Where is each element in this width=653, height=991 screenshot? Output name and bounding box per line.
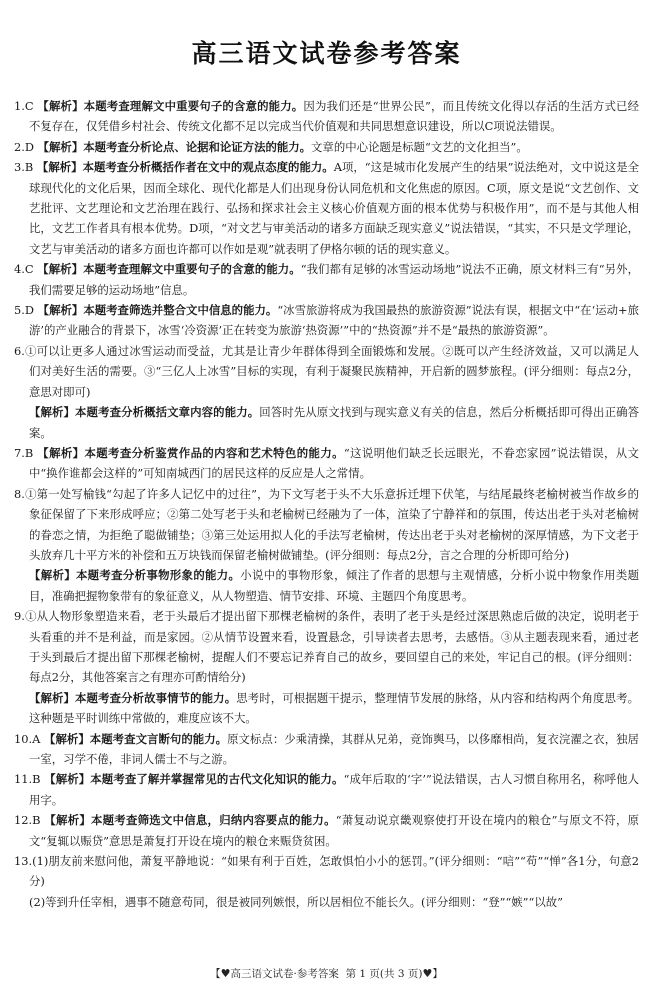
analysis-paragraph bbox=[14, 402, 639, 443]
answer-item bbox=[14, 300, 639, 341]
item-number: 6. bbox=[14, 343, 25, 358]
answer-item bbox=[14, 96, 639, 137]
item-text: ①可以让更多人通过冰雪运动而受益，尤其是让青少年群体得到全面锻炼和发展。②既可以产生经济效益，又可以满足人们对美好生活的需要。③“三亿人上冰雪”目标的实现，有利于凝聚民族精神，开启新的圆梦旅程。(评分细则：每点2分，意思对即可) bbox=[24, 343, 639, 399]
answer-item bbox=[14, 810, 639, 851]
item-number: 8. bbox=[14, 486, 25, 501]
analysis-paragraph bbox=[14, 565, 639, 606]
page-title: 高三语文试卷参考答案 bbox=[191, 39, 462, 68]
item-number: 13. bbox=[14, 854, 33, 869]
item-text: “萧复动说京畿观察使打开设在境内的粮仓”与原文不符，原文“复辄以赈贷”意思是萧复打开设在境内的粮仓来赈贷贫困。 bbox=[29, 813, 639, 848]
analysis-tag: 【解析】本题考查筛选并整合文中信息的能力。 bbox=[37, 303, 278, 318]
analysis-tag: 【解析】本题考查分析故事情节的能力。 bbox=[29, 690, 237, 705]
item-text: 文章的中心论题是标题“文艺的文化担当”。 bbox=[311, 139, 528, 154]
analysis-tag: 【解析】本题考查了解并掌握常见的古代文化知识的能力。 bbox=[44, 772, 344, 787]
analysis-tag: 【解析】本题考查分析概括文章内容的能力。 bbox=[29, 405, 260, 420]
item-text: ①从人物形象塑造来看，老于头最后才提出留下那棵老榆树的条件，表明了老于头是经过深思熟虑后做的决定，说明老于头看重的并不是利益，而是家园。②从情节设置来看，设置悬念，引导读者去思考，去感悟。③从主题表现来看，通过老于头到最后才提出留下那棵老榆树，提醒人们不要忘记养育自己的故乡，要回望自己的来处，牢记自己的根。(评分细则：每点2分，其他答案言之有理亦可酌情给分) bbox=[24, 609, 639, 685]
item-text: A项，“这是城市化发展产生的结果”说法绝对，文中说这是全球现代化的文化后果，因而全球化、现代化都是人们出现身份认同危机和文化焦虑的原因。C项，原文是说“文艺创作、文艺批评、文艺理论和文艺治理在践行、弘扬和探求社会主义核心价值观方面的根本优势与积极作用”，而不是与其他人相比，文艺工作者具有根本优势。D项，“对文艺与审美活动的诸多方面缺乏现实意义”说法错误，“其实，不只是文学理论，文艺与审美活动的诸多方面也许都可以作如是观”就表明了伊格尔顿的话的现实意义。 bbox=[29, 160, 639, 256]
answer-item bbox=[14, 443, 639, 484]
analysis-tag: 【解析】本题考查分析论点、论据和论证方法的能力。 bbox=[37, 139, 312, 154]
item-text: 回答时先从原文找到与现实意义有关的信息，然后分析概括即可得出正确答案。 bbox=[29, 405, 639, 440]
answer-item bbox=[14, 259, 639, 300]
answer-item bbox=[14, 137, 639, 157]
item-text: “成年后取的‘字’”说法错误，古人习惯自称用名，称呼他人用字。 bbox=[29, 772, 640, 807]
heart-icon: ♥ bbox=[422, 967, 433, 980]
analysis-tag: 【解析】本题考查分析事物形象的能力。 bbox=[29, 568, 241, 583]
item-number: 7.B bbox=[14, 445, 34, 460]
heart-icon: ♥ bbox=[220, 967, 231, 980]
answer-item bbox=[14, 851, 639, 892]
answer-item bbox=[14, 606, 639, 688]
item-text: (2)等到升任宰相，遇事不随意苟同，很是被同列嫉恨，所以居相位不能长久。(评分细则：“登”“嫉”“以故” bbox=[29, 894, 563, 909]
analysis-tag: 【解析】本题考查理解文中重要句子的含意的能力。 bbox=[37, 262, 301, 277]
analysis-tag: 【解析】本题考查文言断句的能力。 bbox=[44, 731, 228, 746]
item-text: “冰雪旅游将成为我国最热的旅游资源”说法有误，根据文中“在‘运动+旅游’的产业融合的背景下，冰雪‘冷资源’正在转变为旅游‘热资源’”中的“热资源”并不是“最热的旅游资源”。 bbox=[29, 303, 639, 338]
item-text: “我们都有足够的冰雪运动场地”说法不正确，原文材料三有“另外，我们需要足够的运动场地”信息。 bbox=[29, 262, 639, 297]
answer-subitem bbox=[14, 892, 639, 912]
item-number: 3.B bbox=[14, 160, 34, 175]
item-number: 10.A bbox=[14, 731, 41, 746]
item-number: 4.C bbox=[14, 262, 34, 277]
analysis-tag: 【解析】本题考查分析鉴赏作品的内容和艺术特色的能力。 bbox=[37, 445, 344, 460]
item-text: 原文标点：少乘清操，其群从兄弟，竞饰舆马，以侈靡相尚，复衣浣濯之衣，独居一室，习学不倦，非词人儒士不与之游。 bbox=[29, 731, 639, 766]
page-number: 第 1 页(共 3 页) bbox=[345, 968, 423, 980]
answer-item bbox=[14, 341, 639, 402]
item-text: (1)朋友前来慰问他，萧复平静地说：“如果有利于百姓，怎敢惧怕小小的惩罚。”(评分细则：“唁”“苟”“惮”各1分，句意2分) bbox=[29, 854, 639, 889]
answer-list bbox=[14, 96, 639, 912]
item-number: 5.D bbox=[14, 303, 35, 318]
footer-label: 高三语文试卷·参考答案 bbox=[230, 968, 339, 980]
item-number: 12.B bbox=[14, 813, 41, 828]
analysis-tag: 【解析】本题考查筛选文中信息，归纳内容要点的能力。 bbox=[44, 813, 336, 828]
item-number: 9. bbox=[14, 609, 25, 624]
item-text: 思考时，可根据题干提示，整理情节发展的脉络，从内容和结构两个角度思考。这种题是平时训练中常做的，难度应该不大。 bbox=[29, 690, 639, 726]
analysis-tag: 【解析】本题考查理解文中重要句子的含意的能力。 bbox=[37, 99, 304, 113]
answer-item bbox=[14, 157, 639, 259]
answer-item bbox=[14, 769, 639, 810]
page-footer: 【♥高三语文试卷·参考答案 第 1 页(共 3 页)♥】 bbox=[210, 967, 443, 980]
item-text: 因为我们还是“世界公民”，而且传统文化得以存活的生活方式已经不复存在，仅凭借乡村社会、传统文化都不足以完成当代价值观和共同思想意识建设，所以C项说法错误。 bbox=[29, 99, 639, 134]
answer-item bbox=[14, 484, 639, 566]
analysis-tag: 【解析】本题考查分析概括作者在文中的观点态度的能力。 bbox=[36, 160, 334, 175]
answer-item bbox=[14, 729, 639, 770]
item-text: “这说明他们缺乏长远眼光，不眷恋家园”说法错误，从文中“换作谁都会这样的”可知南城西门的居民这样的反应是人之常情。 bbox=[29, 445, 639, 481]
item-text: 小说中的事物形象，倾注了作者的思想与主观情感，分析小说中物象作用类题目，准确把握物象带有的象征意义，从人物塑造、情节安排、环境、主题四个角度思考。 bbox=[29, 568, 639, 603]
item-number: 2.D bbox=[14, 139, 35, 154]
item-number: 11.B bbox=[14, 772, 41, 787]
item-number: 1.C bbox=[14, 99, 34, 113]
analysis-paragraph bbox=[14, 688, 639, 729]
item-text: ①第一处写榆钱“勾起了许多人记忆中的过往”，为下文写老于头不大乐意拆迁埋下伏笔，与结尾最终老榆树被当作故乡的象征保留了下来形成呼应；②第二处写老于头和老榆树已经融为了一体，渲染了宁静祥和的氛围，传达出老于头对老榆树的眷恋之情，为拒绝了聪做铺垫；③第三处运用拟人化的手法写老榆树，传达出老于头对老榆树的深厚情感，为下文老于头放弃几十平方米的补偿和五万块钱而保留老榆树做铺垫。(评分细则：每点2分，言之合理的分析即可给分) bbox=[24, 486, 639, 562]
